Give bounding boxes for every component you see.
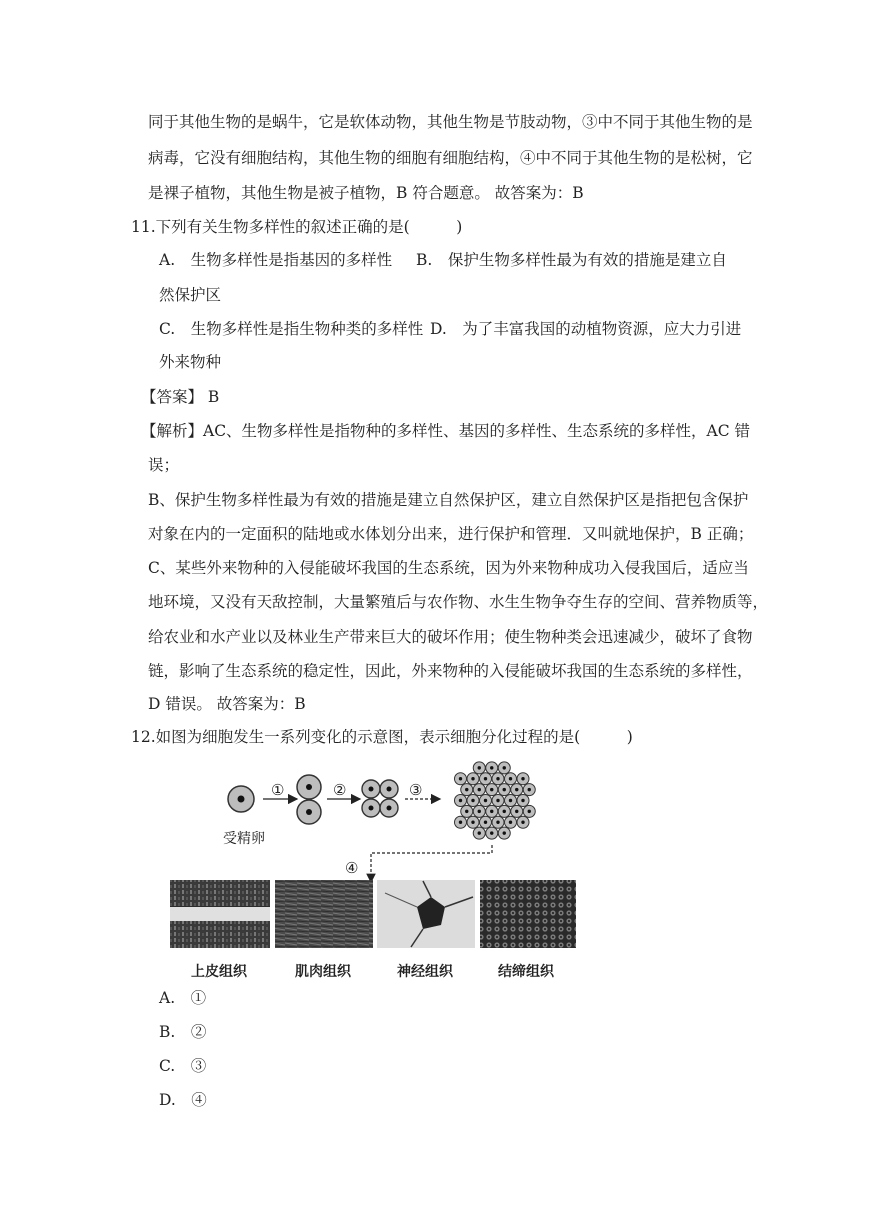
cell-mass [455,762,536,839]
nerve-tissue-image [377,880,475,948]
connective-tissue-image [480,880,576,948]
tissue-label-nerve: 神经组织 [397,964,453,980]
cell-nucleus [478,766,481,769]
cell-nucleus [465,810,468,813]
cell-nucleus [484,777,487,780]
q11-analysis-line-7: 给农业和水产业以及林业生产带来巨大的破坏作用；使生物种类会迅速减少，破坏了食物 [148,628,753,646]
cell-nucleus [484,821,487,824]
cell-nucleus [503,766,506,769]
q11-analysis-line-1: 【解析】AC、生物多样性是指物种的多样性、基因的多样性、生态系统的多样性，AC 错 [141,422,751,440]
cell-nucleus [509,777,512,780]
cell-nucleus [515,810,518,813]
explanation-line-3: 是裸子植物，其他生物是被子植物，B 符合题意。 故答案为：B [148,184,584,202]
cell-nucleus [496,799,499,802]
q12-option-c: C. ③ [159,1057,207,1075]
q11-stem: 11.下列有关生物多样性的叙述正确的是( ) [131,218,463,236]
cell-nucleus [503,810,506,813]
q11-analysis-line-2: 误； [148,456,180,474]
q12-option-b: B. ② [159,1023,207,1041]
fertilized-egg [228,786,254,812]
q11-option-c: C. 生物多样性是指生物种类的多样性 [159,320,424,338]
cell-differentiation-figure [165,757,585,987]
cell-nucleus [521,821,524,824]
cell-nucleus [471,821,474,824]
step-4-label: ④ [345,859,359,877]
tissue-label-connective: 结缔组织 [498,964,554,980]
explanation-line-1: 同于其他生物的是蜗牛，它是软体动物，其他生物是节肢动物，③中不同于其他生物的是 [148,113,753,131]
cell-nucleus [515,788,518,791]
cell-nucleus [459,777,462,780]
step-1-label: ① [271,781,285,799]
q11-analysis-line-6: 地环境，又没有天敌控制，大量繁殖后与农作物、水生生物争夺生存的空间、营养物质等， [148,593,769,611]
q11-analysis-line-8: 链，影响了生态系统的稳定性，因此，外来物种的入侵能破坏我国的生态系统的多样性， [148,662,753,680]
cell-nucleus [490,788,493,791]
q12-option-d: D. ④ [159,1091,207,1109]
cell-nucleus [471,777,474,780]
q11-option-b-line-1: B. 保护生物多样性最为有效的措施是建立自 [416,251,727,269]
cell-nucleus [496,821,499,824]
tissue-label-muscle: 肌肉组织 [295,964,351,980]
cell-nucleus [503,831,506,834]
cell-nucleus [465,788,468,791]
epithelial-tissue-image [170,880,270,948]
q12-option-a: A. ① [159,989,207,1007]
cell-nucleus [459,799,462,802]
cell-nucleus [490,831,493,834]
step-3-label: ③ [409,781,423,799]
arrow-step-4 [371,845,492,882]
q11-analysis-line-9: D 错误。 故答案为：B [148,695,306,713]
cell-nucleus [503,788,506,791]
cell-nucleus [459,821,462,824]
cell-nucleus [484,799,487,802]
q11-answer: 【答案】 B [141,388,220,406]
q11-option-b-line-2: 然保护区 [159,286,222,304]
q11-analysis-line-4: 对象在内的一定面积的陆地或水体划分出来，进行保护和管理．又叫就地保护，B 正确； [148,525,754,543]
muscle-tissue-image [275,880,373,948]
cell-nucleus [478,831,481,834]
cell-nucleus [471,799,474,802]
cell-nucleus [528,810,531,813]
tissue-label-epithelial: 上皮组织 [191,964,247,980]
cell-nucleus [496,777,499,780]
cell-nucleus [490,810,493,813]
cell-nucleus [521,777,524,780]
cell-nucleus [478,810,481,813]
q11-analysis-line-3: B、保护生物多样性最为有效的措施是建立自然保护区，建立自然保护区是指把包含保护 [148,491,749,509]
q11-analysis-line-5: C、某些外来物种的入侵能破坏我国的生态系统，因为外来物种成功入侵我国后，适应当 [148,559,749,577]
cell-nucleus [521,799,524,802]
two-cell-stage [297,775,321,824]
cell-nucleus [478,788,481,791]
explanation-line-2: 病毒，它没有细胞结构，其他生物的细胞有细胞结构，④中不同于其他生物的是松树，它 [148,149,753,167]
cell-nucleus [509,821,512,824]
cell-nucleus [490,766,493,769]
cell-nucleus [528,788,531,791]
cell-nucleus [509,799,512,802]
step-2-label: ② [333,781,347,799]
q12-stem: 12.如图为细胞发生一系列变化的示意图，表示细胞分化过程的是( ) [131,728,633,746]
q11-option-d-line-2: 外来物种 [159,353,222,371]
q11-option-a: A. 生物多样性是指基因的多样性 [159,251,393,269]
fertilized-egg-label: 受精卵 [223,832,265,847]
four-cell-stage [362,780,398,817]
q11-option-d-line-1: D. 为了丰富我国的动植物资源，应大力引进 [430,320,742,338]
cell-differentiation-diagram [165,757,585,987]
